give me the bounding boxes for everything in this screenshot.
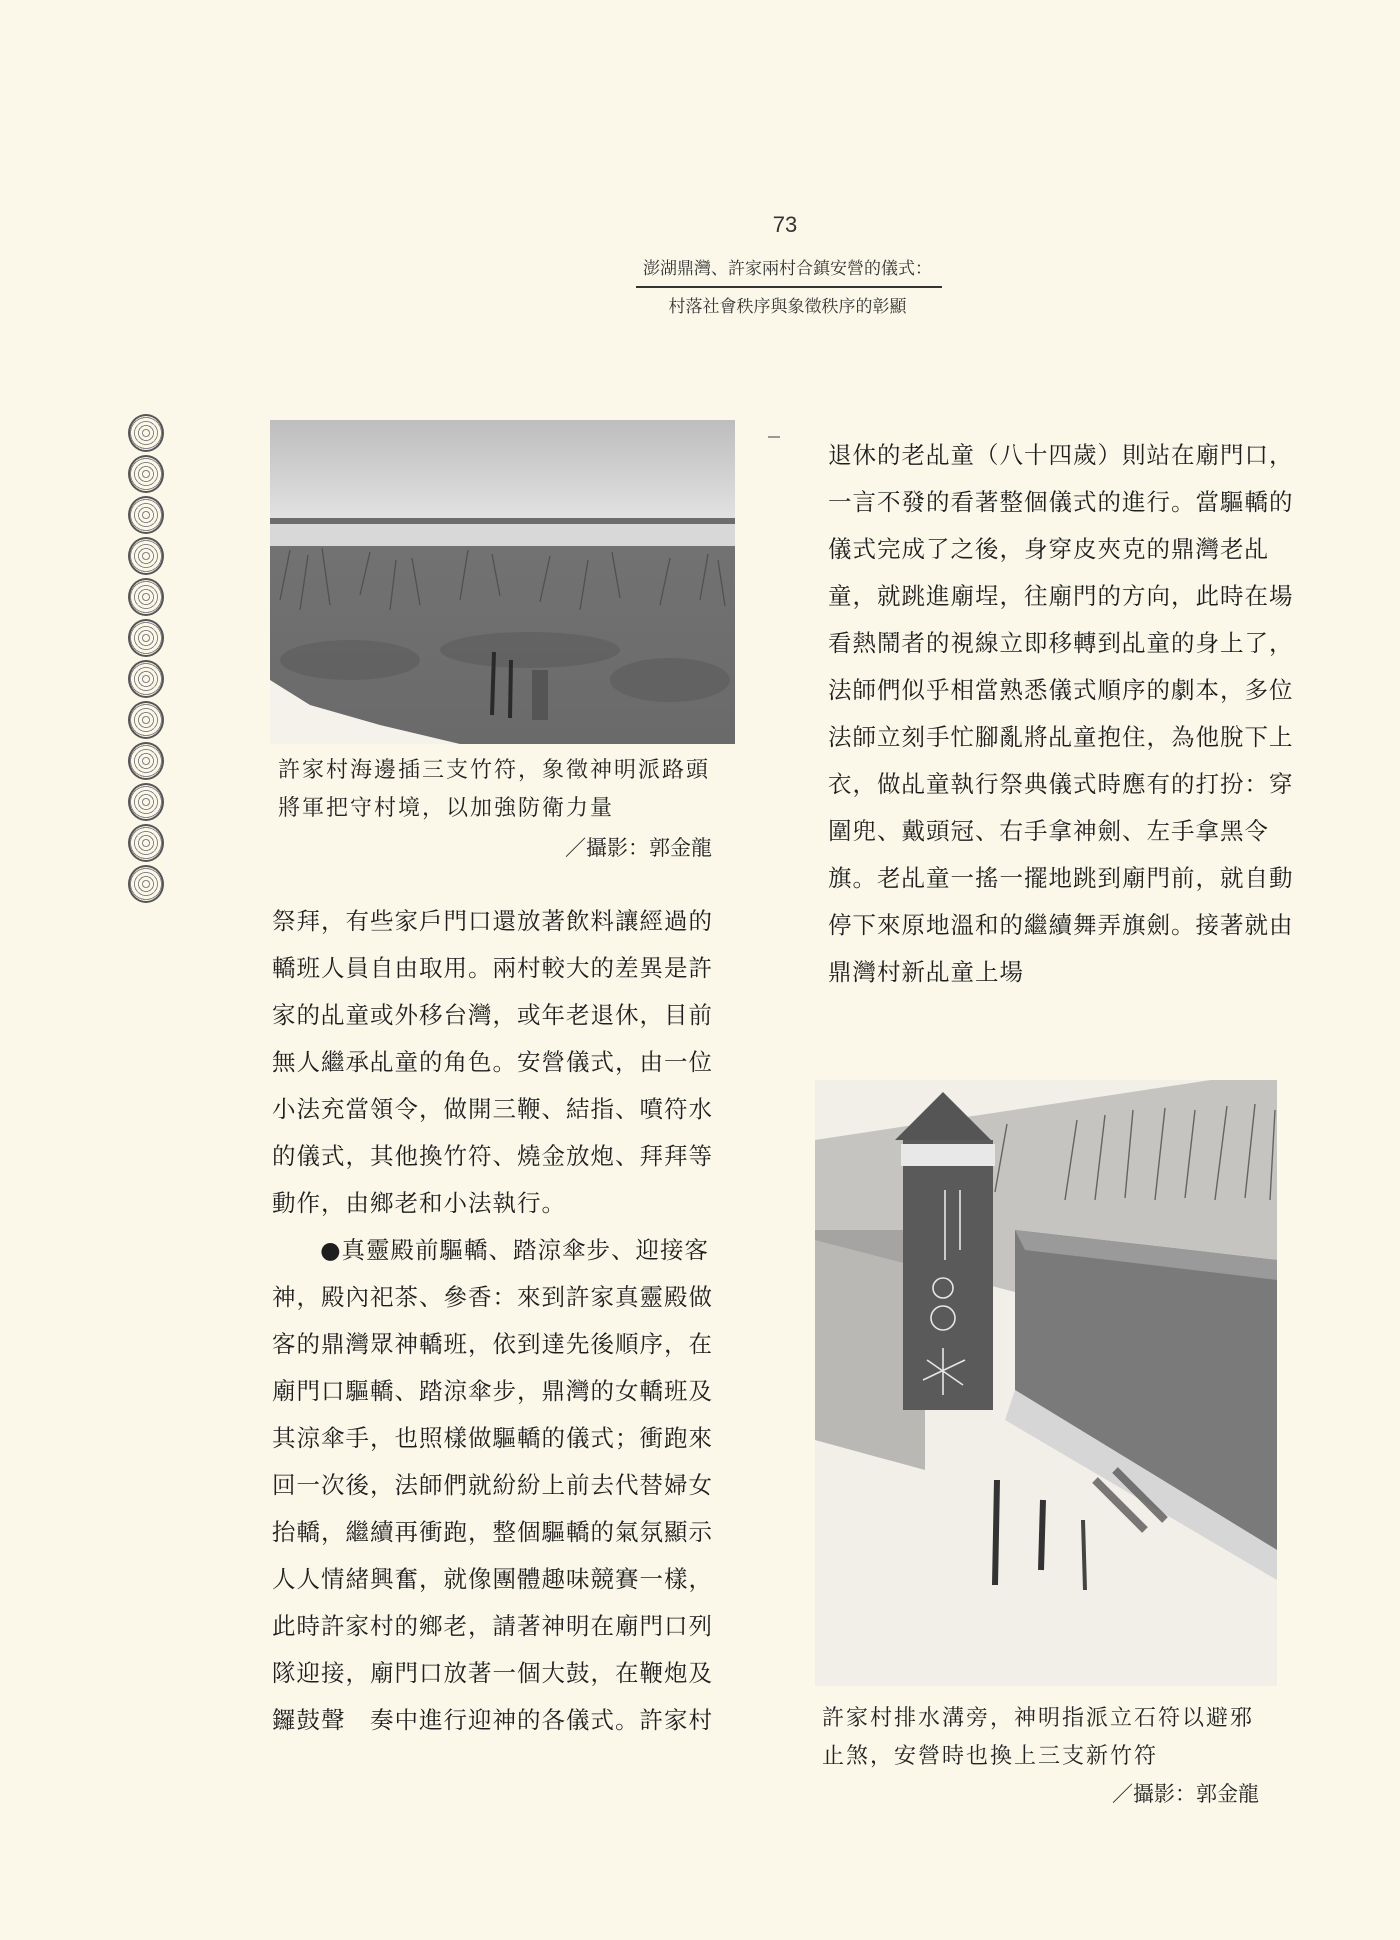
- photo2-credit: ／攝影：郭金龍: [1112, 1783, 1259, 1806]
- running-header-subtitle: 村落社會秩序與象徵秩序的彰顯: [668, 297, 907, 316]
- page-number: 73: [772, 212, 798, 237]
- medallion-icon: [128, 783, 164, 821]
- left-paragraph-2: ●真靈殿前驅轎、踏涼傘步、迎接客神，殿內祀茶、參香：來到許家真靈殿做客的鼎灣眾神轎班，依到達先後順序，在廟門口驅轎、踏涼傘步，鼎灣的女轎班及其涼傘手，也照樣做驅轎的儀式；衝跑來回一次後，法師們就紛紛上前去代替婦女抬轎，繼續再衝跑，整個驅轎的氣氛顯示人人情緒興奮，就像團體趣味競賽一樣，此時許家村的鄉老，請著神明在廟門口列隊迎接，廟門口放著一個大鼓，在鞭炮及鑼鼓聲 奏中進行迎神的各儀式。許家村: [272, 1236, 713, 1734]
- medallion-icon: [128, 414, 164, 452]
- photo2-caption-line1: 許家村排水溝旁，神明指派立石符以避邪: [822, 1706, 1255, 1731]
- medallion-icon: [128, 824, 164, 862]
- photo2-caption: [822, 1700, 1292, 1776]
- medallion-icon: [128, 742, 164, 780]
- photo1-caption-line1: 許家村海邊插三支竹符，象徵神明派路頭: [278, 758, 711, 783]
- header-rule: [636, 286, 942, 288]
- photo1-caption-line2: 將軍把守村境，以加強防衛力量: [278, 796, 615, 821]
- medallion-icon: [128, 455, 164, 493]
- medallion-icon: [128, 660, 164, 698]
- medallion-icon: [128, 619, 164, 657]
- medallion-icon: [128, 578, 164, 616]
- left-text-column: [272, 898, 737, 1744]
- photo-seaside-bamboo-talismans: [270, 420, 735, 744]
- medallion-icon: [128, 701, 164, 739]
- running-header-title: 澎湖鼎灣、許家兩村合鎮安營的儀式：: [643, 259, 932, 278]
- photo1-caption: [278, 752, 738, 828]
- left-paragraph-1: 祭拜，有些家戶門口還放著飲料讓經過的轎班人員自由取用。兩村較大的差異是許家的乩童或外移台灣，或年老退休，目前無人繼承乩童的角色。安營儀式，由一位小法充當領令，做開三鞭、結指、噴符水的儀式，其他換竹符、燒金放炮、拜拜等動作，由鄉老和小法執行。: [272, 907, 713, 1217]
- photo-stone-talisman-drain: [815, 1080, 1277, 1686]
- medallion-icon: [128, 496, 164, 534]
- medallion-icon: [128, 865, 164, 903]
- right-paragraph-1: 退休的老乩童（八十四歲）則站在廟門口，一言不發的看著整個儀式的進行。當驅轎的儀式完成了之後，身穿皮夾克的鼎灣老乩童，就跳進廟埕，往廟門的方向，此時在場看熱鬧者的視線立即移轉到乩童的身上了，法師們似乎相當熟悉儀式順序的劇本，多位法師立刻手忙腳亂將乩童抱住，為他脫下上衣，做乩童執行祭典儀式時應有的打扮：穿圍兜、戴頭冠、右手拿神劍、左手拿黑令旗。老乩童一搖一擺地跳到廟門前，就自動停下來原地溫和的繼續舞弄旗劍。接著就由鼎灣村新乩童上場: [828, 441, 1294, 986]
- photo2-caption-line2: 止煞，安營時也換上三支新竹符: [822, 1744, 1159, 1769]
- medallion-icon: [128, 537, 164, 575]
- coin-chain-icon: [128, 414, 166, 903]
- right-text-column: [828, 432, 1298, 996]
- margin-mark: [768, 436, 780, 438]
- photo1-credit: ／攝影：郭金龍: [565, 837, 712, 860]
